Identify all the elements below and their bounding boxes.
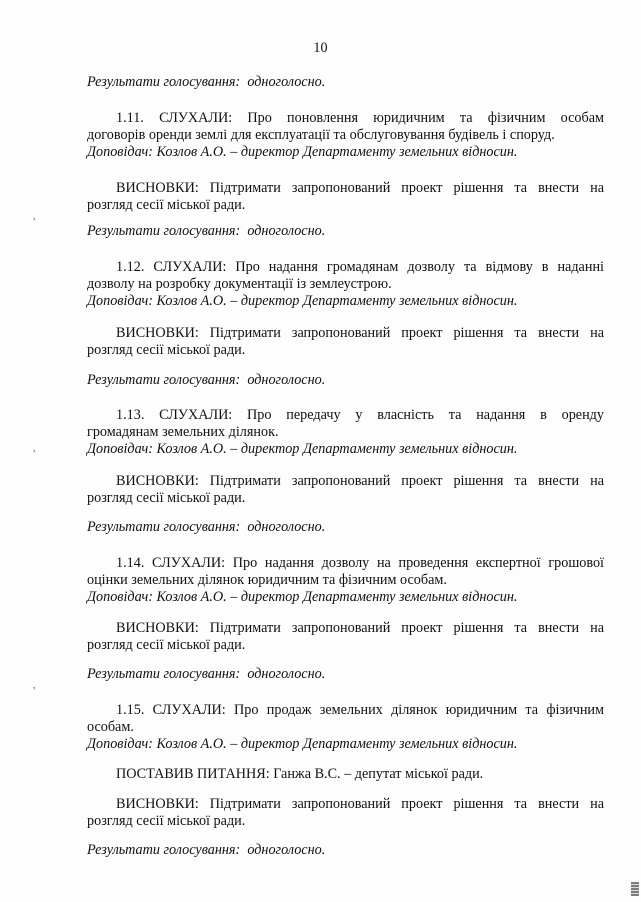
agenda-heading-line: 1.15. СЛУХАЛИ: Про продаж земельних ділянок юридичним та фізичним: [116, 702, 604, 718]
conclusion-line: розгляд сесії міської ради.: [87, 342, 246, 358]
margin-mark: ,: [33, 443, 36, 454]
agenda-heading-line: 1.11. СЛУХАЛИ: Про поновлення юридичним та фізичним особам: [116, 110, 604, 126]
conclusion-line: ВИСНОВКИ: Підтримати запропонований проект рішення та внести на: [116, 473, 604, 489]
raised-question-line: ПОСТАВИВ ПИТАННЯ: Ганжа В.С. – депутат міської ради.: [116, 766, 484, 782]
vote-result: одноголосно.: [247, 223, 326, 239]
agenda-item-1-11: [87, 110, 604, 161]
vote-label: Результати голосування:: [87, 842, 241, 858]
scan-artifact: [631, 882, 639, 896]
vote-result-line: [87, 519, 604, 536]
agenda-item-1-13: [87, 407, 604, 458]
agenda-heading-line: оцінки земельних ділянок юридичним та фізичним особам.: [87, 572, 447, 588]
page-number: 10: [313, 40, 328, 56]
vote-result: одноголосно.: [247, 842, 326, 858]
raised-question: [87, 766, 604, 783]
conclusion-line: ВИСНОВКИ: Підтримати запропонований проект рішення та внести на: [116, 796, 604, 812]
conclusion-line: розгляд сесії міської ради.: [87, 813, 246, 829]
conclusion-1-14: [87, 620, 604, 654]
agenda-heading-line: громадянам земельних ділянок.: [87, 424, 279, 440]
agenda-heading-line: дозволу на розробку документації із землеустрою.: [87, 276, 392, 292]
agenda-heading-line: особам.: [87, 719, 134, 735]
vote-label: Результати голосування:: [87, 223, 241, 239]
agenda-item-1-15: [87, 702, 604, 753]
agenda-heading-line: договорів оренди землі для експлуатації та обслуговування будівель і споруд.: [87, 127, 555, 143]
speaker-line: Доповідач: Козлов А.О. – директор Департаменту земельних відносин.: [87, 293, 518, 309]
agenda-item-1-12: [87, 259, 604, 310]
vote-result-line: [87, 842, 604, 859]
speaker-line: Доповідач: Козлов А.О. – директор Департаменту земельних відносин.: [87, 441, 518, 457]
vote-result-line: [87, 223, 604, 240]
speaker-line: Доповідач: Козлов А.О. – директор Департаменту земельних відносин.: [87, 144, 518, 160]
conclusion-1-11: [87, 180, 604, 214]
vote-label: Результати голосування:: [87, 372, 241, 388]
speaker-line: Доповідач: Козлов А.О. – директор Департаменту земельних відносин.: [87, 589, 518, 605]
conclusion-line: ВИСНОВКИ: Підтримати запропонований проект рішення та внести на: [116, 325, 604, 341]
vote-result: одноголосно.: [247, 519, 326, 535]
vote-result: одноголосно.: [247, 372, 326, 388]
vote-result: одноголосно.: [247, 666, 326, 682]
conclusion-line: ВИСНОВКИ: Підтримати запропонований проект рішення та внести на: [116, 180, 604, 196]
margin-mark: ,: [33, 680, 36, 691]
conclusion-line: ВИСНОВКИ: Підтримати запропонований проект рішення та внести на: [116, 620, 604, 636]
vote-label: Результати голосування:: [87, 519, 241, 535]
agenda-item-1-14: [87, 555, 604, 606]
conclusion-1-12: [87, 325, 604, 359]
vote-result: одноголосно.: [247, 74, 326, 90]
conclusion-line: розгляд сесії міської ради.: [87, 490, 246, 506]
agenda-heading-line: 1.14. СЛУХАЛИ: Про надання дозволу на проведення експертної грошової: [116, 555, 604, 571]
conclusion-line: розгляд сесії міської ради.: [87, 637, 246, 653]
vote-result-line: [87, 74, 604, 91]
speaker-line: Доповідач: Козлов А.О. – директор Департаменту земельних відносин.: [87, 736, 518, 752]
conclusion-1-15: [87, 796, 604, 830]
agenda-heading-line: 1.13. СЛУХАЛИ: Про передачу у власність та надання в оренду: [116, 407, 604, 423]
vote-label: Результати голосування:: [87, 74, 241, 90]
vote-result-line: [87, 372, 604, 389]
vote-result-line: [87, 666, 604, 683]
conclusion-1-13: [87, 473, 604, 507]
margin-mark: ,: [33, 211, 36, 222]
conclusion-line: розгляд сесії міської ради.: [87, 197, 246, 213]
agenda-heading-line: 1.12. СЛУХАЛИ: Про надання громадянам дозволу та відмову в наданні: [116, 259, 604, 275]
vote-label: Результати голосування:: [87, 666, 241, 682]
